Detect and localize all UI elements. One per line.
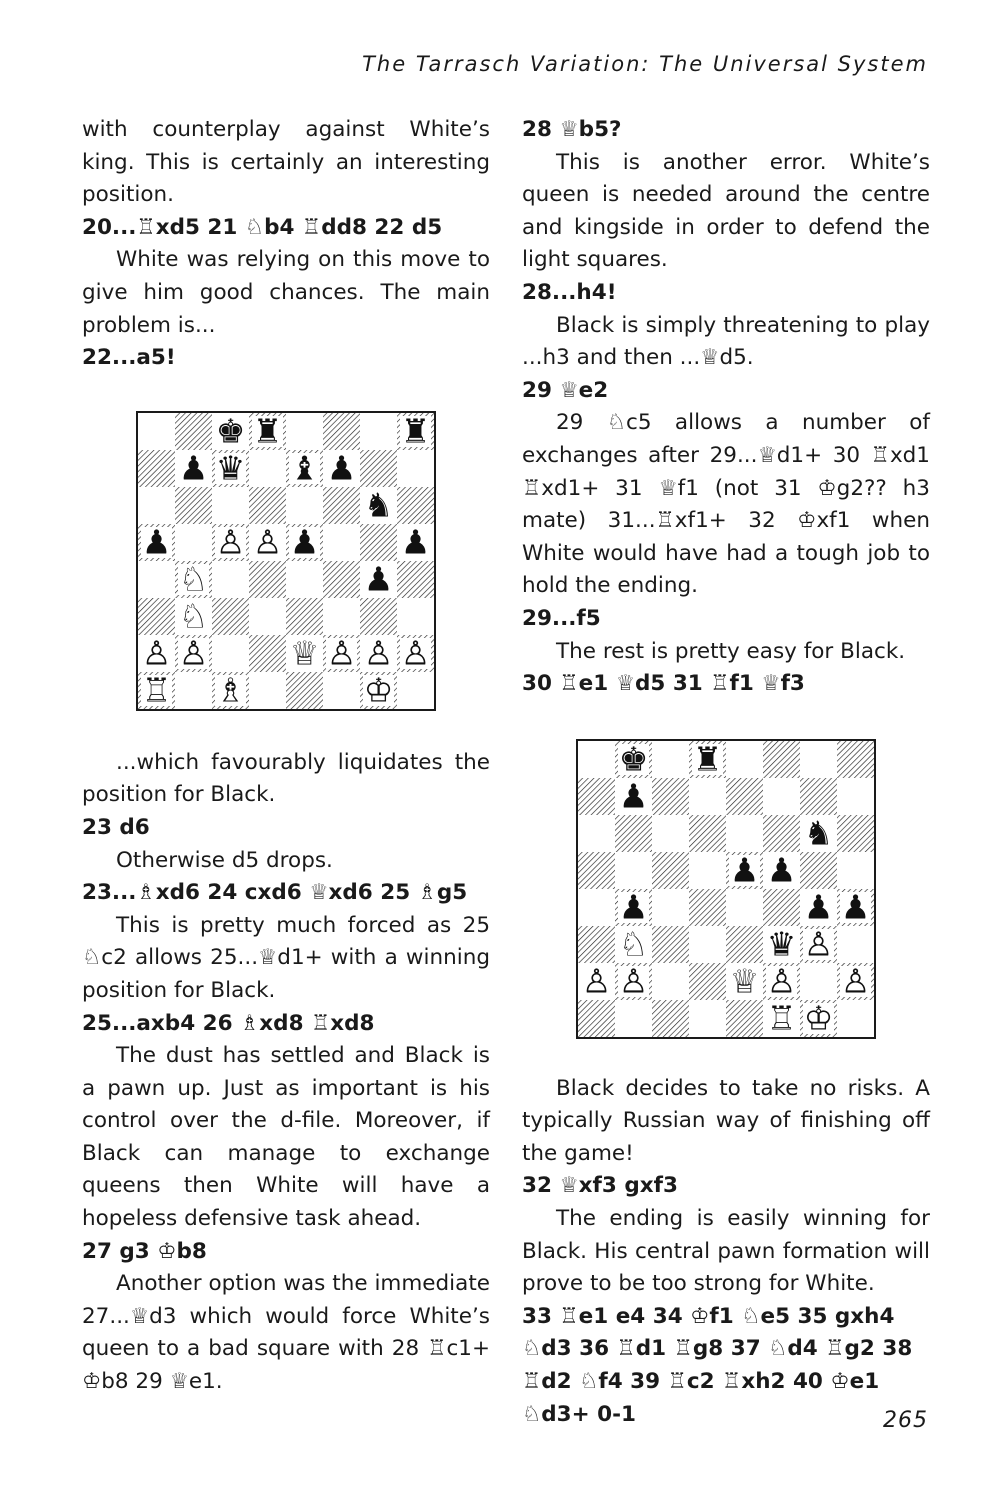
dark-square	[249, 561, 286, 598]
dark-square	[323, 561, 360, 598]
chess-piece: ♙	[178, 633, 209, 673]
chess-piece: ♙	[215, 522, 246, 562]
chess-diagram	[576, 739, 876, 1039]
chess-piece: ♙	[400, 633, 431, 673]
dark-square	[286, 598, 323, 635]
dark-square	[837, 741, 874, 778]
dark-square	[652, 778, 689, 815]
chess-piece: ♕	[729, 961, 760, 1001]
dark-square	[726, 778, 763, 815]
commentary-paragraph: White was relying on this move to give him good chances. The main problem is...	[82, 247, 490, 338]
chess-piece: ♛	[766, 924, 797, 964]
chess-piece: ♞	[803, 813, 834, 853]
chess-piece: ♘	[178, 559, 209, 599]
dark-square	[763, 741, 800, 778]
dark-square	[286, 672, 323, 709]
chess-piece: ♟	[178, 448, 209, 488]
chess-piece: ♙	[252, 522, 283, 562]
commentary-paragraph: Otherwise d5 drops.	[116, 847, 333, 873]
chess-piece: ♘	[178, 596, 209, 636]
chess-piece: ♘	[618, 924, 649, 964]
diagram-wrapper	[82, 411, 490, 711]
page-number: 265	[883, 1408, 928, 1433]
dark-square	[397, 561, 434, 598]
move-notation: 22...a5!	[82, 345, 176, 371]
commentary-paragraph: ...which favourably liquidates the position for Black.	[82, 749, 490, 808]
chess-piece: ♟	[729, 850, 760, 890]
dark-square	[689, 815, 726, 852]
dark-square	[323, 487, 360, 524]
chess-piece: ♟	[326, 448, 357, 488]
dark-square	[578, 852, 615, 889]
commentary-paragraph: Black is simply threatening to play ...h3 and then ...♕d5.	[522, 312, 930, 371]
dark-square	[726, 926, 763, 963]
dark-square	[249, 635, 286, 672]
chess-piece: ♟	[618, 776, 649, 816]
dark-square	[837, 815, 874, 852]
chess-piece: ♚	[618, 739, 649, 779]
chess-piece: ♝	[289, 448, 320, 488]
chess-diagram	[136, 411, 436, 711]
move-notation: 23...♗xd6 24 cxd6 ♕xd6 25 ♗g5	[82, 880, 468, 906]
chess-piece: ♜	[400, 411, 431, 451]
dark-square	[360, 450, 397, 487]
right-column	[522, 114, 930, 1431]
commentary-paragraph: Black decides to take no risks. A typically Russian way of finishing off the game!	[522, 1075, 930, 1166]
commentary-paragraph: Another option was the immediate 27...♕d3 which would force White’s queen to a bad square with 28 ♖c1+ ♔b8 29 ♕e1.	[82, 1271, 490, 1395]
dark-square	[652, 852, 689, 889]
dark-square	[323, 413, 360, 450]
chess-piece: ♟	[400, 522, 431, 562]
commentary-paragraph: The ending is easily winning for Black. His central pawn formation will prove to be too strong for White.	[522, 1206, 930, 1297]
dark-square	[138, 450, 175, 487]
dark-square	[249, 487, 286, 524]
dark-square	[578, 778, 615, 815]
dark-square	[397, 487, 434, 524]
move-notation: 32 ♕xf3 gxf3	[522, 1173, 678, 1199]
chess-piece: ♕	[289, 633, 320, 673]
move-notation: 28...h4!	[522, 279, 617, 305]
move-notation: 20...♖xd5 21 ♘b4 ♖dd8 22 d5	[82, 214, 443, 240]
dark-square	[726, 1000, 763, 1037]
dark-square	[689, 889, 726, 926]
chess-piece: ♟	[289, 522, 320, 562]
chess-piece: ♙	[840, 961, 871, 1001]
dark-square	[689, 963, 726, 1000]
move-notation: 23 d6	[82, 814, 150, 840]
dark-square	[652, 1000, 689, 1037]
chess-piece: ♗	[215, 670, 246, 710]
dark-square	[360, 598, 397, 635]
chess-piece: ♟	[141, 522, 172, 562]
chess-piece: ♙	[326, 633, 357, 673]
dark-square	[615, 815, 652, 852]
commentary-paragraph: 29 ♘c5 allows a number of exchanges after 29...♕d1+ 30 ♖xd1 ♖xd1+ 31 ♕f1 (not 31 ♔g2?? h3 mate) 31...♖xf1+ 32 ♔xf1 when White would have had a tough job to hold the ending.	[522, 410, 930, 599]
chess-piece: ♖	[141, 670, 172, 710]
chess-piece: ♞	[363, 485, 394, 525]
chess-piece: ♟	[363, 559, 394, 599]
chess-piece: ♔	[803, 998, 834, 1038]
commentary-paragraph: with counterplay against White’s king. This is certainly an interesting position.	[82, 117, 490, 208]
commentary-paragraph: This is another error. White’s queen is needed around the centre and kingside in order to defend the light squares.	[522, 149, 930, 273]
dark-square	[578, 926, 615, 963]
chess-piece: ♟	[803, 887, 834, 927]
move-notation: 28 ♕b5?	[522, 117, 622, 142]
left-column	[82, 114, 490, 1399]
diagram-wrapper	[522, 739, 930, 1039]
chess-piece: ♖	[766, 998, 797, 1038]
dark-square	[578, 1000, 615, 1037]
dark-square	[138, 598, 175, 635]
dark-square	[175, 487, 212, 524]
chess-piece: ♙	[363, 633, 394, 673]
commentary-paragraph: The rest is pretty easy for Black.	[556, 638, 906, 664]
dark-square	[800, 852, 837, 889]
move-notation: 27 g3 ♔b8	[82, 1238, 207, 1264]
dark-square	[652, 926, 689, 963]
dark-square	[175, 413, 212, 450]
chess-piece: ♛	[215, 448, 246, 488]
move-notation: 29...f5	[522, 605, 601, 631]
chess-piece: ♙	[803, 924, 834, 964]
move-notation: 25...axb4 26 ♗xd8 ♖xd8	[82, 1010, 375, 1036]
commentary-paragraph: This is pretty much forced as 25 ♘c2 allows 25...♕d1+ with a winning position for Black.	[82, 912, 490, 1003]
move-notation: 29 ♕e2	[522, 377, 609, 403]
commentary-paragraph: The dust has settled and Black is a pawn up. Just as important is his control over the d-file. Moreover, if Black can manage to exchange queens then White will have a hopeless defensive task ahead.	[82, 1043, 490, 1232]
dark-square	[763, 889, 800, 926]
dark-square	[360, 524, 397, 561]
chess-piece: ♙	[618, 961, 649, 1001]
chess-piece: ♜	[252, 411, 283, 451]
running-header: The Tarrasch Variation: The Universal System	[362, 52, 928, 76]
chess-piece: ♙	[766, 961, 797, 1001]
chess-piece: ♜	[692, 739, 723, 779]
chess-piece: ♙	[141, 633, 172, 673]
move-notation: 33 ♖e1 e4 34 ♔f1 ♘e5 35 gxh4 ♘d3 36 ♖d1 ♖g8 37 ♘d4 ♖g2 38 ♖d2 ♘f4 39 ♖c2 ♖xh2 40 ♔e1 ♘d3+ 0-1	[522, 1303, 913, 1427]
chess-piece: ♙	[581, 961, 612, 1001]
chess-piece: ♟	[766, 850, 797, 890]
dark-square	[763, 815, 800, 852]
dark-square	[212, 598, 249, 635]
chess-piece: ♔	[363, 670, 394, 710]
chess-piece: ♚	[215, 411, 246, 451]
chess-piece: ♟	[618, 887, 649, 927]
dark-square	[800, 778, 837, 815]
chess-piece: ♟	[840, 887, 871, 927]
move-notation: 30 ♖e1 ♕d5 31 ♖f1 ♕f3	[522, 671, 805, 697]
